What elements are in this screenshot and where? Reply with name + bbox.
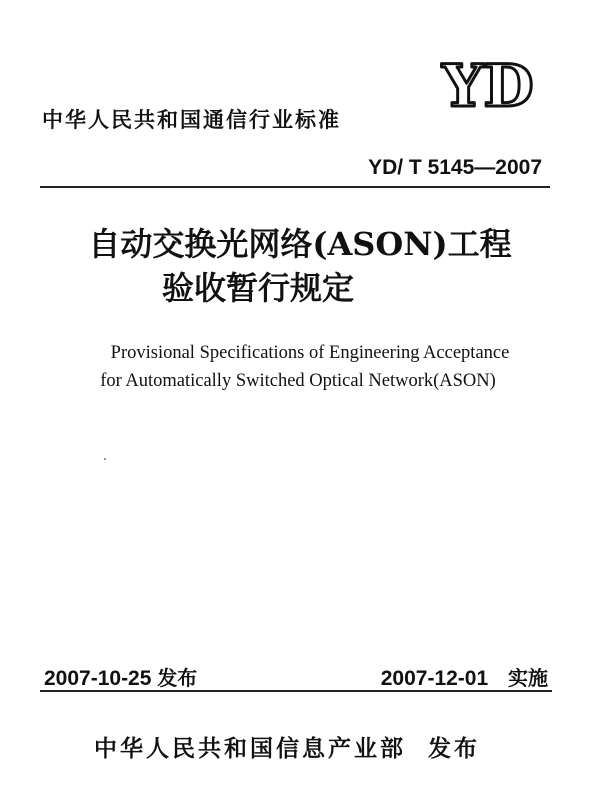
issuer-line (94, 730, 480, 763)
yd-logo (440, 54, 560, 114)
bottom-divider (40, 690, 552, 692)
scan-speck (104, 458, 106, 460)
issuer-verb: 发布 (428, 736, 480, 762)
title-cn-line2: 验收暂行规定 (161, 269, 354, 307)
publish-label: 发布 (157, 666, 198, 690)
implement-date: 2007-12-01 (380, 667, 489, 690)
implement-date-row (381, 662, 548, 691)
issuer-name: 中华人民共和国信息产业部 (94, 736, 406, 762)
publish-date: 2007-10-25 (44, 667, 152, 690)
title-cn-line1: 自动交换光网络(ASON)工程 (88, 225, 512, 263)
title-en-line2: for Automatically Switched Optical Network(ASON) (100, 371, 496, 391)
title-en-line1: Provisional Specifications of Engineering Acceptance (110, 343, 510, 363)
top-divider (40, 186, 550, 188)
standard-category: 中华人民共和国通信行业标准 (42, 108, 341, 132)
yd-logo-text: YD (442, 54, 534, 114)
implement-label: 实施 (508, 666, 548, 690)
publish-date-row (44, 662, 197, 691)
standard-number: YD/ T 5145—2007 (368, 156, 542, 179)
